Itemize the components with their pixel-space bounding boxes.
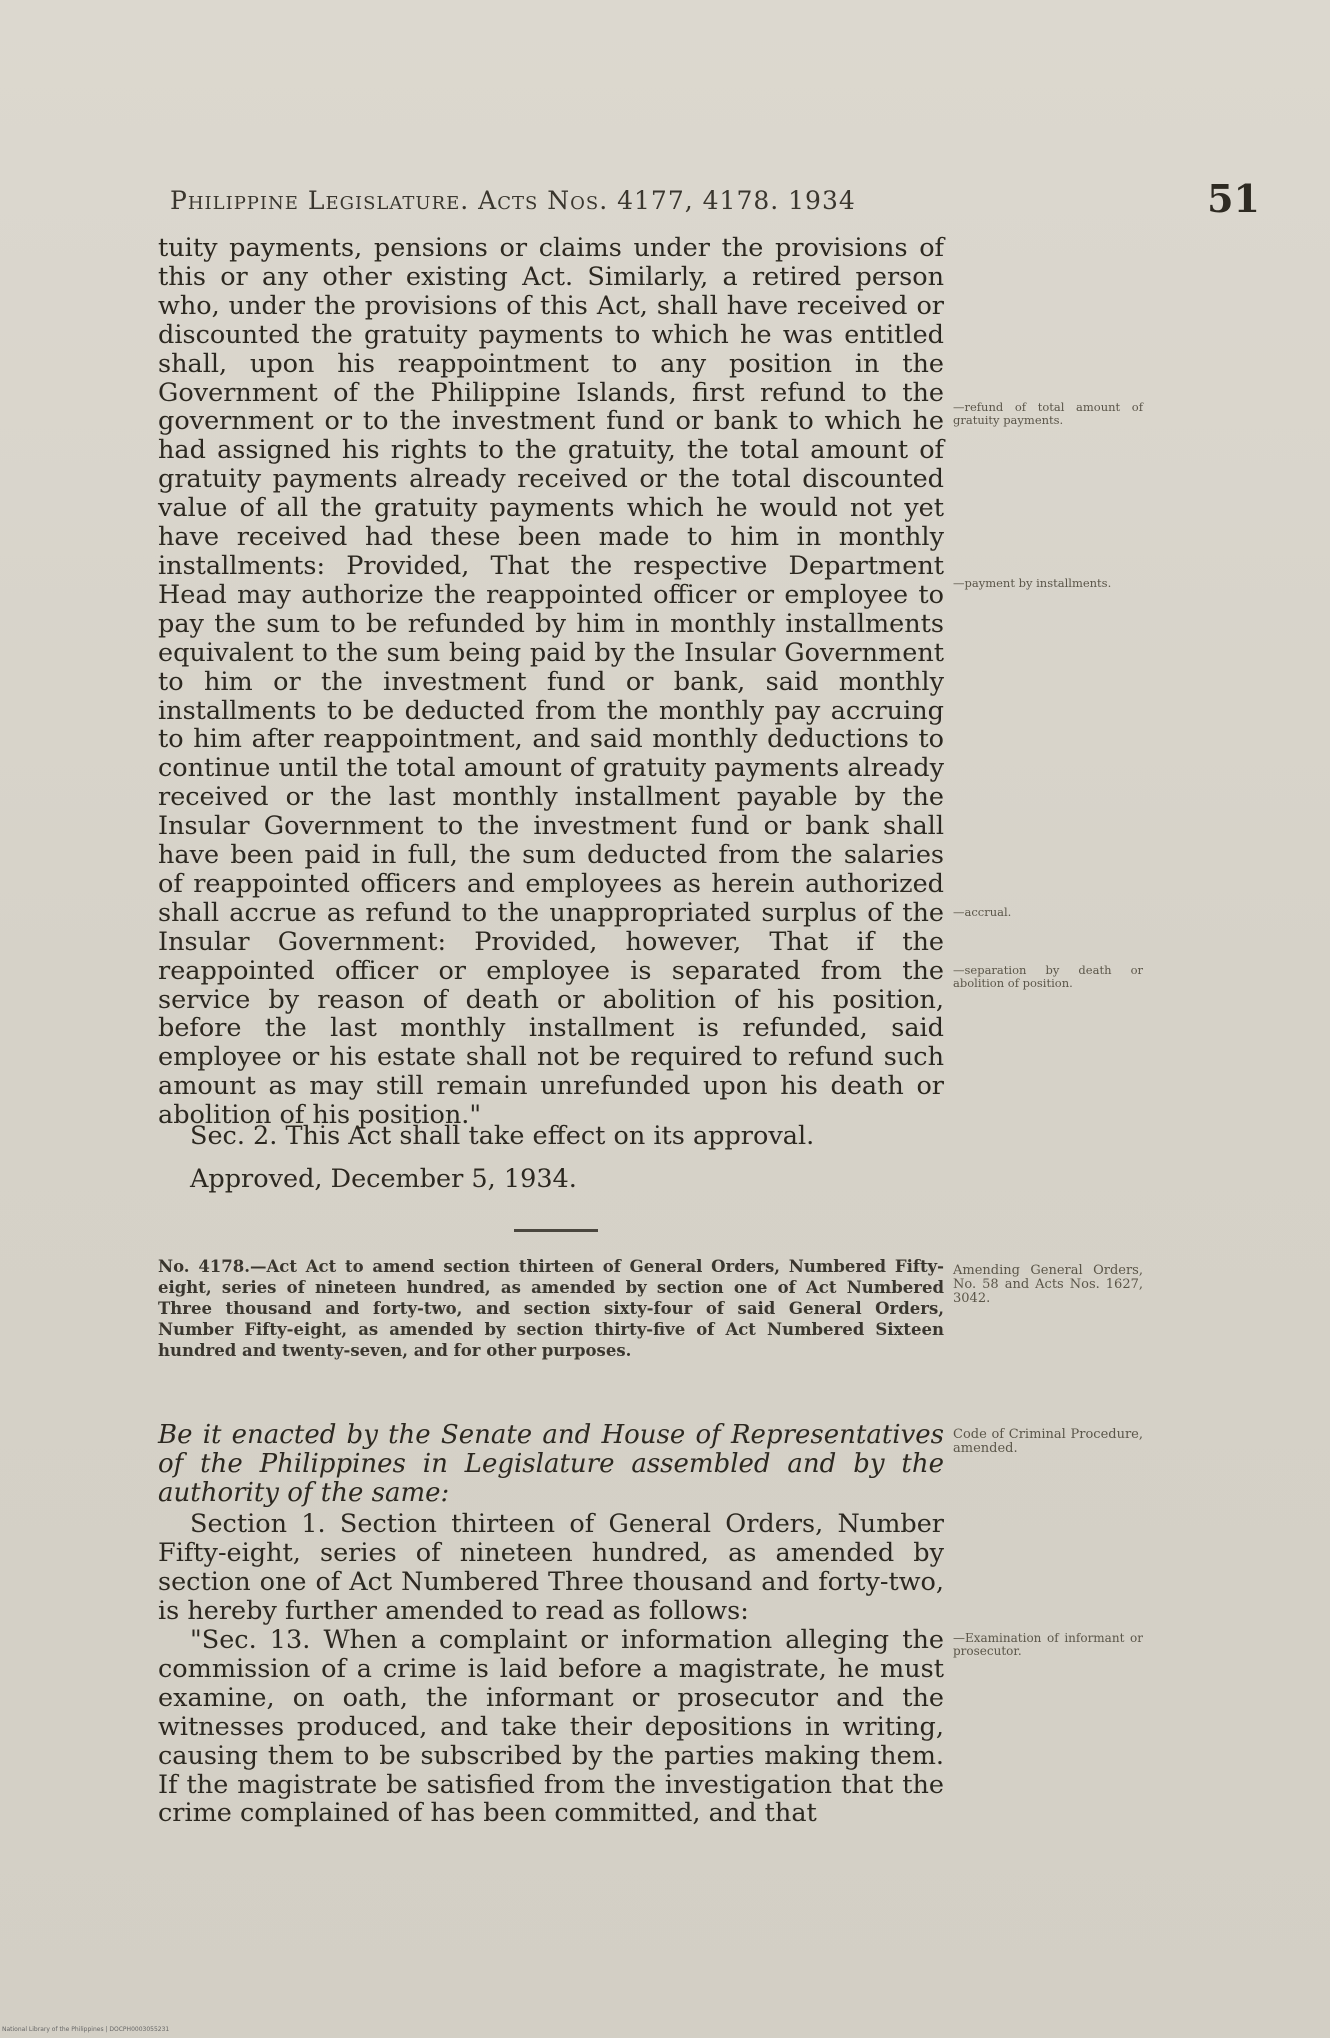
margin-note-examination: —Examination of informant or prosecutor.	[953, 1631, 1143, 1658]
enacting-clause: Be it enacted by the Senate and House of Representatives of the Philippines in Legislature assembled and by the authority of the same:	[158, 1420, 944, 1508]
act-4178-title: No. 4178.—Act Act to amend section thirteen of General Orders, Numbered Fifty-eight, series of nineteen hundred, as amended by section one of Act Numbered Three thousand and forty-two, and section sixty-four of said General Orders, Number Fifty-eight, as amended by section thirty-five of Act Numbered Sixteen hundred and twenty-seven, and for other purposes.	[158, 1257, 944, 1360]
section-13-text: "Sec. 13. When a complaint or information alleging the commission of a crime is laid before a magistrate, he must examine, on oath, the informant or prosecutor and the witnesses produced, and take their depositions in writing, causing them to be subscribed by the parties making them. If the magistrate be satisfied from the investigation that the crime complained of has been committed, and that	[158, 1625, 944, 1829]
margin-note-refund: —refund of total amount of gratuity payments.	[953, 400, 1143, 427]
margin-note-separation: —separation by death or abolition of position.	[953, 963, 1143, 990]
margin-note-payment: —payment by installments.	[953, 576, 1112, 590]
section-2-text: Sec. 2. This Act shall take effect on its approval.	[190, 1121, 815, 1151]
margin-note-code: Code of Criminal Procedure, amended.	[953, 1427, 1143, 1456]
section-1-text: Section 1. Section thirteen of General Orders, Number Fifty-eight, series of nineteen hundred, as amended by section one of Act Numbered Three thousand and forty-two, is hereby further amended to read as follows:	[158, 1509, 944, 1626]
margin-note-accrual: —accrual.	[953, 905, 1012, 919]
approval-date: Approved, December 5, 1934.	[190, 1164, 577, 1194]
page-number: 51	[1207, 176, 1260, 221]
section-divider	[514, 1229, 598, 1232]
act-4177-paragraph: tuity payments, pensions or claims under the provisions of this or any other existing Act. Similarly, a retired person who, under the provisions of this Act, shall have received or discounted the gratuity payments to which he was entitled shall, upon his reappointment to any position in the Government of the Philippine Islands, first refund to the government or to the investment fund or bank to which he had assigned his rights to the gratuity, the total amount of gratuity payments already received or the total discounted value of all the gratuity payments which he would not yet have received had these been made to him in monthly installments: Provided, That the respective Department Head may authorize the reappointed officer or employee to pay the sum to be refunded by him in monthly installments equivalent to the sum being paid by the Insular Government to him or the investment fund or bank, said monthly installments to be deducted from the monthly pay accruing to him after reappointment, and said monthly deductions to continue until the total amount of gratuity payments already received or the last monthly installment payable by the Insular Government to the investment fund or bank shall have been paid in full, the sum deducted from the salaries of reappointed officers and employees as herein authorized shall accrue as refund to the unappropriated surplus of the Insular Government: Provided, however, That if the reappointed officer or employee is separated from the service by reason of death or abolition of his position, before the last monthly installment is refunded, said employee or his estate shall not be required to refund such amount as may still remain unrefunded upon his death or abolition of his position."	[158, 233, 944, 1131]
act-4177-body	[158, 234, 944, 1130]
margin-note-amending: Amending General Orders, No. 58 and Acts Nos. 1627, 3042.	[953, 1263, 1143, 1306]
running-header	[170, 176, 1260, 222]
act-4178-section-1	[158, 1510, 944, 1626]
act-4177-approval	[158, 1165, 944, 1194]
source-footer: National Library of the Philippines | DOCPH0003055231	[2, 2026, 170, 2033]
act-4178-sec-13	[158, 1626, 944, 1828]
act-4177-sec2	[158, 1122, 944, 1151]
running-title: Philippine Legislature. Acts Nos. 4177, 4178. 1934	[170, 186, 856, 215]
